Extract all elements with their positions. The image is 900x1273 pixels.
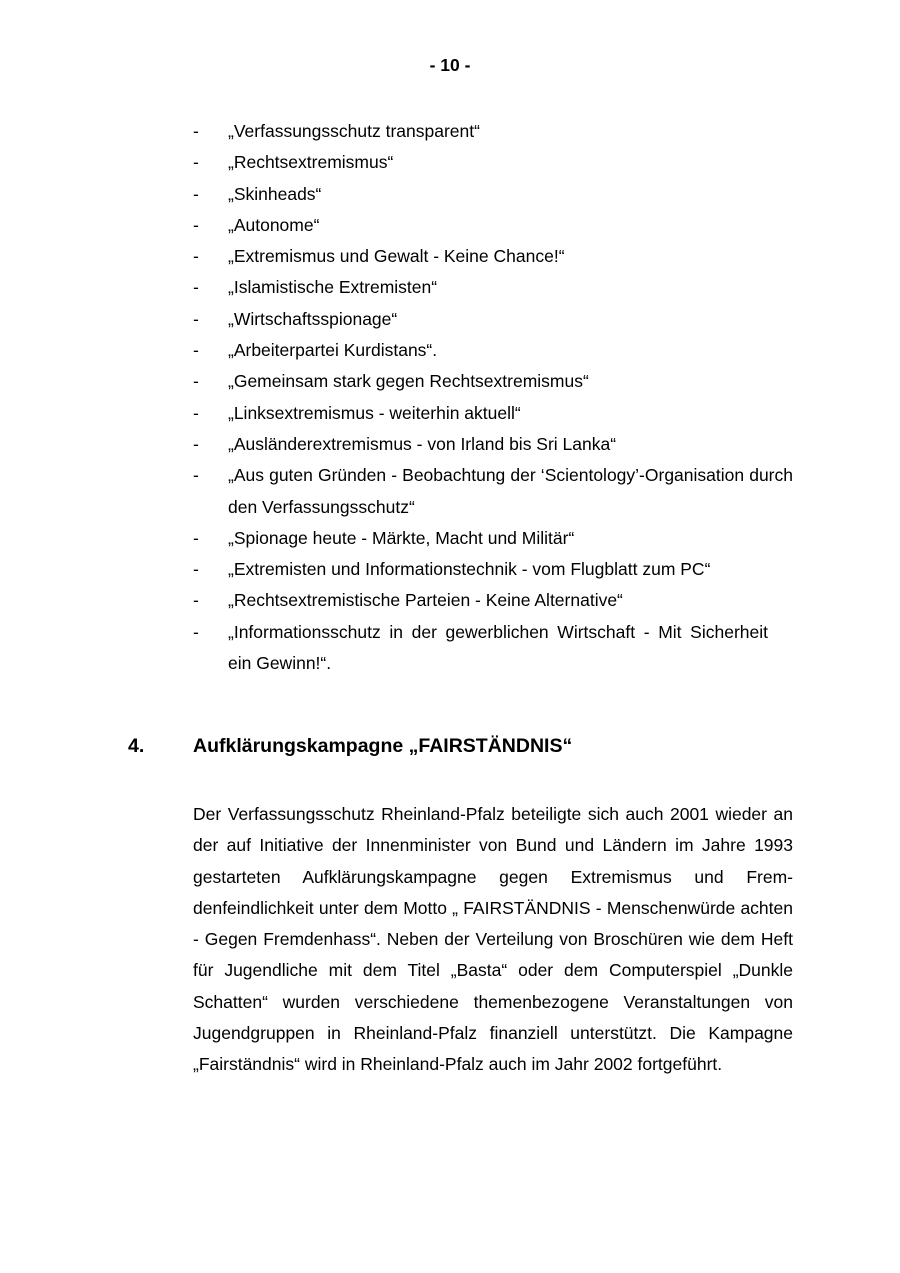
list-bullet: -: [193, 371, 199, 392]
list-item-text: „Arbeiterpartei Kurdistans“.: [228, 340, 438, 361]
list-item-text: „Rechtsextremismus“: [228, 152, 394, 173]
list-item-text: „Skinheads“: [228, 183, 322, 204]
list-item: [0, 272, 900, 303]
list-bullet: -: [193, 277, 199, 298]
section-body-text: Der Verfassungsschutz Rheinland-Pfalz beteiligte sich auch 2001 wieder an der auf Initiative der Innenminister von Bund und Ländern im Jahre 1993 gestarteten Aufklärungskampagne gegen Extremismus und Fremdenfeindlichkeit unter dem Motto „ FAIRSTÄNDNIS - Menschenwürde achten - Gegen Fremdenhass“. Neben der Verteilung von Broschüren wie dem Heft für Jugendliche mit dem Titel „Basta“ oder dem Computerspiel „Dunkle Schatten“ wurden verschiedene themenbezogene Veranstaltungen von Jugendgruppen in Rheinland-Pfalz finanziell unterstützt. Die Kampagne „Fairständnis“ wird in Rheinland-Pfalz auch im Jahr 2002 fortgeführt.: [193, 804, 793, 1075]
list-bullet: -: [193, 152, 199, 173]
list-item-text: „Aus guten Gründen - Beobachtung der ‘Scientology’-Organisation durch den Verfassungsschutz“: [228, 465, 793, 517]
section-title: Aufklärungskampagne „FAIRSTÄNDNIS“: [193, 735, 573, 757]
section-number: 4.: [128, 735, 145, 757]
list-item: [0, 429, 900, 460]
list-bullet: -: [193, 433, 199, 454]
list-item: [0, 116, 900, 147]
list-item: [0, 585, 900, 616]
list-item: [0, 398, 900, 429]
list-item-text: „Wirtschaftsspionage“: [228, 308, 398, 329]
list-item-text: „Gemeinsam stark gegen Rechtsextremismus“: [228, 371, 589, 392]
list-item-text: „Extremismus und Gewalt - Keine Chance!“: [228, 246, 565, 267]
list-item-text: „Spionage heute - Märkte, Macht und Militär“: [228, 527, 575, 548]
list-bullet: -: [193, 402, 199, 423]
list-item: [0, 617, 900, 680]
list-item-text: „Linksextremismus - weiterhin aktuell“: [228, 402, 521, 423]
list-item: [0, 335, 900, 366]
list-bullet: -: [193, 621, 199, 642]
list-bullet: -: [193, 308, 199, 329]
list-item: [0, 366, 900, 397]
list-item: [0, 554, 900, 585]
list-item-text: „Islamistische Extremisten“: [228, 277, 438, 298]
list-bullet: -: [193, 465, 199, 486]
list-item-text: „Verfassungsschutz transparent“: [228, 121, 480, 141]
list-bullet: -: [193, 214, 199, 235]
list-bullet: -: [193, 246, 199, 267]
list-item: [0, 241, 900, 272]
list-item: [0, 179, 900, 210]
list-item-text: „Informationsschutz in der gewerblichen Wirtschaft - Mit Sicherheit ein Gewinn!“.: [228, 621, 768, 674]
list-bullet: -: [193, 559, 199, 580]
list-item: [0, 210, 900, 241]
list-bullet: -: [193, 590, 199, 611]
publication-list: [0, 116, 900, 679]
list-item: [0, 460, 900, 523]
list-bullet: -: [193, 527, 199, 548]
list-bullet: -: [193, 121, 199, 141]
list-item-text: „Rechtsextremistische Parteien - Keine Alternative“: [228, 590, 623, 611]
list-item-text: „Extremisten und Informationstechnik - vom Flugblatt zum PC“: [228, 559, 711, 580]
list-item: [0, 523, 900, 554]
list-item-text: „Autonome“: [228, 214, 320, 235]
list-item-text: „Ausländerextremismus - von Irland bis Sri Lanka“: [228, 433, 617, 454]
page-number: - 10 -: [429, 55, 471, 75]
list-bullet: -: [193, 340, 199, 361]
list-item: [0, 304, 900, 335]
list-bullet: -: [193, 183, 199, 204]
list-item: [0, 147, 900, 178]
